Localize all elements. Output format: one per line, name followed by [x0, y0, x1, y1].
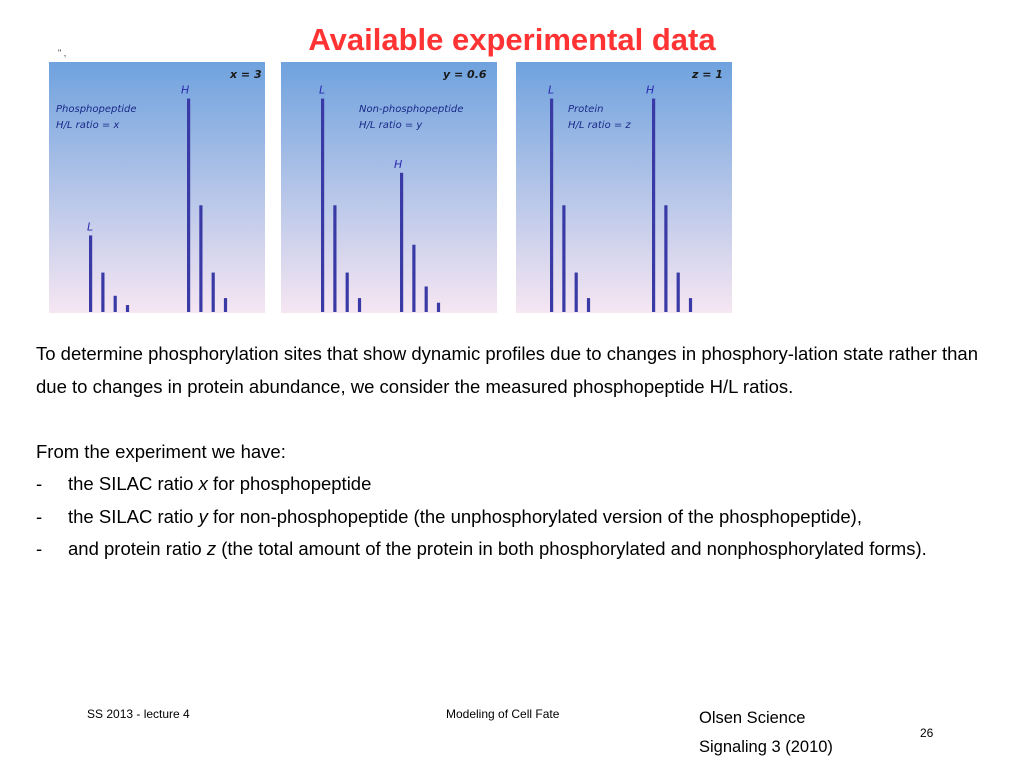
list-item-y: - the SILAC ratio y for non-phosphopeptide (the unphosphorylated version of the phosphopeptide), [36, 501, 986, 534]
panel-label-line2: H/L ratio = y [359, 120, 423, 131]
citation-volume: Signaling 3 (2010) [699, 738, 833, 756]
spectrum-plot [281, 62, 497, 313]
citation-journal: Olsen Science [699, 709, 806, 727]
variable-x: x [198, 473, 208, 494]
peak-bar-L-0 [550, 99, 553, 312]
peak-label-H: H [646, 83, 655, 97]
peak-bar-L-1 [101, 273, 104, 312]
slide-title: Available experimental data [308, 22, 716, 57]
experiment-heading: From the experiment we have: [36, 440, 286, 462]
peak-bar-L-3 [126, 305, 129, 312]
peak-bar-L-2 [575, 273, 578, 312]
panel-background [516, 62, 732, 313]
peak-bar-H-3 [224, 298, 227, 312]
peak-bar-H-1 [412, 245, 415, 312]
footer-course: Modeling of Cell Fate [446, 707, 560, 721]
peak-bar-L-2 [114, 296, 117, 312]
corner-label: y = 0.6 [443, 68, 487, 81]
peak-bar-H-3 [437, 303, 440, 312]
peak-label-L: L [87, 220, 94, 234]
peak-bar-L-1 [333, 205, 336, 312]
corner-label: x = 3 [230, 68, 262, 81]
list-item-z: - and protein ratio z (the total amount of the protein in both phosphorylated and nonphosphorylated forms). [36, 533, 986, 566]
page-number: 26 [920, 726, 934, 740]
intro-paragraph: To determine phosphorylation sites that show dynamic profiles due to changes in phosphory-lation state rather than due to changes in protein abundance, we consider the measured phosphopeptide H/L ratios. [36, 343, 978, 397]
spectrum-plot [49, 62, 265, 313]
variable-z: z [206, 538, 217, 559]
panel-label-line1: Phosphopeptide [56, 104, 137, 115]
peak-bar-H-1 [664, 205, 667, 312]
peak-bar-H-2 [677, 273, 680, 312]
corner-label: z = 1 [692, 68, 723, 81]
panel-phosphopeptide [49, 62, 265, 313]
peak-bar-L-0 [89, 235, 92, 312]
panel-label-line2: H/L ratio = z [568, 120, 631, 131]
panel-non-phosphopeptide [281, 62, 497, 313]
citation [699, 704, 833, 762]
list-dash: - [36, 538, 43, 559]
peak-bar-H-2 [212, 273, 215, 312]
peak-label-H: H [181, 83, 190, 97]
peak-bar-L-0 [321, 99, 324, 312]
list-dash: - [36, 473, 43, 494]
footer-lecture: SS 2013 - lecture 4 [87, 707, 190, 721]
panel-label-line2: H/L ratio = x [56, 120, 120, 131]
peak-bar-H-3 [689, 298, 692, 312]
peak-label-H: H [394, 157, 403, 171]
slide-body [36, 338, 986, 566]
peak-bar-L-3 [358, 298, 361, 312]
list-dash: - [36, 505, 43, 527]
peak-label-L: L [548, 83, 555, 97]
spectrum-plot [516, 62, 732, 313]
panel-background [49, 62, 265, 313]
list-item-x: - the SILAC ratio x for phosphopeptide [36, 468, 986, 501]
variable-y: y [198, 505, 208, 527]
peak-bar-H-0 [652, 99, 655, 312]
panel-label-line1: Non-phosphopeptide [359, 104, 464, 115]
panel-background [281, 62, 497, 313]
peak-bar-H-0 [187, 99, 190, 312]
peak-bar-H-2 [425, 286, 428, 312]
peak-bar-H-0 [400, 173, 403, 312]
panel-label-line1: Protein [568, 104, 604, 115]
peak-bar-L-1 [562, 205, 565, 312]
peak-bar-L-3 [587, 298, 590, 312]
peak-bar-H-1 [199, 205, 202, 312]
peak-bar-L-2 [346, 273, 349, 312]
peak-label-L: L [319, 83, 326, 97]
panel-protein [516, 62, 732, 313]
corner-mark: " , [58, 48, 67, 58]
